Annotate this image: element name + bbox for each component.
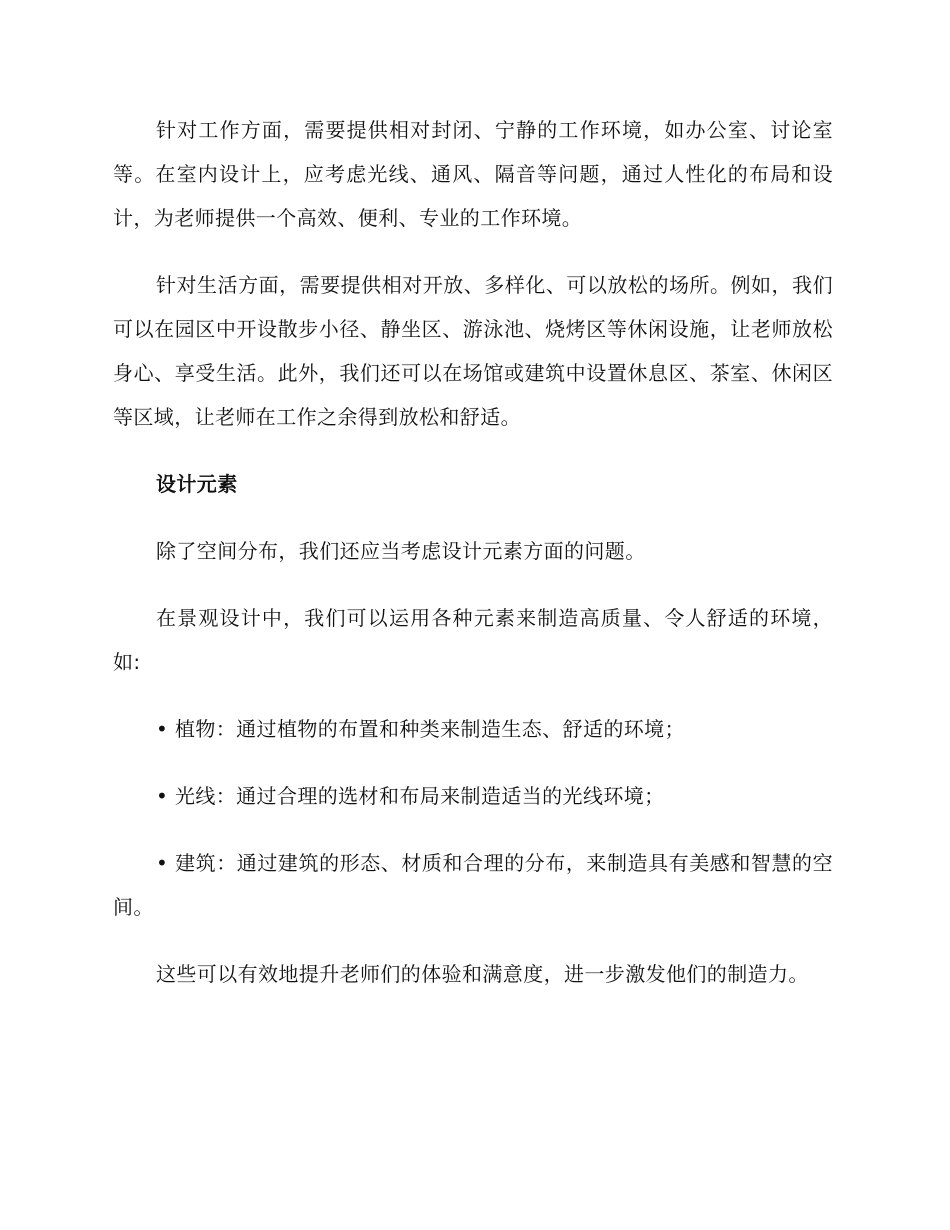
paragraph-life-environment: 针对生活方面，需要提供相对开放、多样化、可以放松的场所。例如，我们可以在园区中开设散步小径、静坐区、游泳池、烧烤区等休闲设施，让老师放松身心、享受生活。此外，我们还可以在场馆或建筑中设置休息区、茶室、休闲区等区域，让老师在工作之余得到放松和舒适。 (113, 273, 833, 429)
paragraph-work-environment: 针对工作方面，需要提供相对封闭、宁静的工作环境，如办公室、讨论室等。在室内设计上，应考虑光线、通风、隔音等问题，通过人性化的布局和设计，为老师提供一个高效、便利、专业的工作环境。 (113, 118, 833, 230)
document-page (113, 108, 833, 1019)
bullet-item-light: • 光线：通过合理的选材和布局来制造适当的光线环境； (156, 784, 665, 808)
bullet-item-plants: • 植物：通过植物的布置和种类来制造生态、舒适的环境； (156, 717, 685, 741)
bullet-item-architecture: • 建筑：通过建筑的形态、材质和合理的分布，来制造具有美感和智慧的空间。 (113, 851, 833, 919)
paragraph-design-intro: 除了空间分布，我们还应当考虑设计元素方面的问题。 (156, 539, 646, 563)
paragraph-landscape-intro: 在景观设计中，我们可以运用各种元素来制造高质量、令人舒适的环境，如: (113, 606, 833, 674)
paragraph-conclusion: 这些可以有效地提升老师们的体验和满意度，进一步激发他们的制造力。 (156, 962, 809, 986)
section-heading-design-elements: 设计元素 (156, 472, 238, 496)
